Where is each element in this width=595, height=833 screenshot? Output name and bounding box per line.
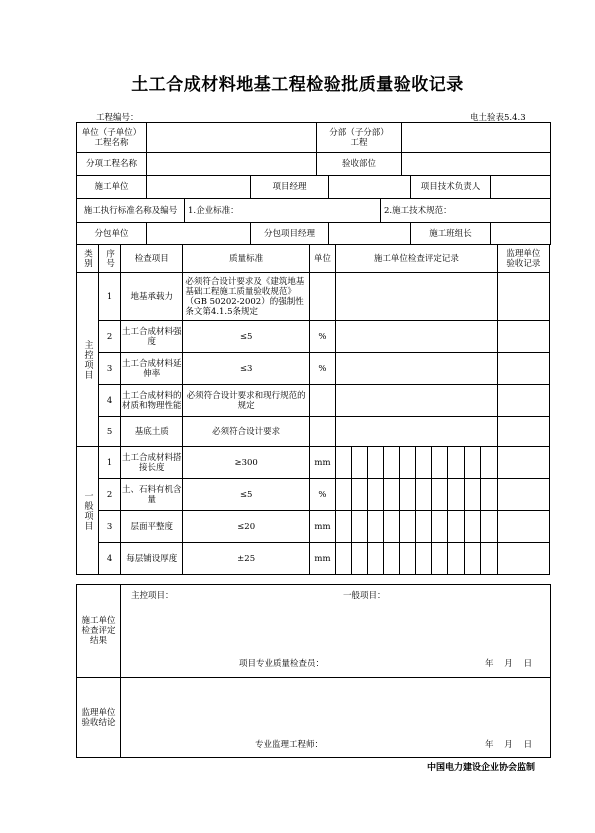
measure-cell[interactable]	[448, 511, 464, 543]
item-name: 土工合成材料搭接长度	[121, 447, 183, 479]
project-manager-label: 项目经理	[251, 176, 329, 199]
item-name: 土工合成材料强度	[121, 321, 183, 353]
footer-issuer: 中国电力建设企业协会监制	[426, 763, 535, 773]
item-name: 地基承载力	[121, 273, 183, 321]
item-name: 基底土质	[121, 417, 183, 447]
item-unit: %	[309, 353, 335, 385]
main-result-label: 主控项目：	[131, 591, 174, 601]
supervisor-cell[interactable]	[497, 273, 549, 321]
measure-cell[interactable]	[480, 447, 497, 479]
engineer-date: 年 月 日	[485, 740, 533, 750]
supervisor-eval-label: 监理单位 验收结论	[77, 678, 121, 758]
measure-cell[interactable]	[432, 511, 448, 543]
record-cell[interactable]	[336, 353, 498, 385]
standard-label: 施工执行标准名称及编号	[77, 199, 185, 223]
unit-name-label: 单位（子单位） 工程名称	[77, 123, 147, 153]
item-no: 3	[99, 511, 121, 543]
main-items-label: 主控项目	[77, 273, 99, 447]
inspector-label: 项目专业质量检查员：	[239, 659, 325, 669]
measure-cell[interactable]	[352, 511, 368, 543]
item-no: 2	[99, 479, 121, 511]
measure-cell[interactable]	[464, 511, 480, 543]
page-title: 土工合成材料地基工程检验批质量验收记录	[131, 75, 464, 95]
record-cell[interactable]	[336, 385, 498, 417]
measure-cell[interactable]	[432, 447, 448, 479]
tech-spec-label: 2.施工技术规范：	[381, 199, 551, 223]
measure-cell[interactable]	[352, 543, 368, 575]
item-standard: 必须符合设计要求及《建筑地基基础工程施工质量验收规范》（GB 50202-2002）的强制性条文第4.1.5条规定	[183, 273, 310, 321]
measure-cell[interactable]	[464, 543, 480, 575]
contractor-row	[76, 175, 551, 199]
col-standard: 质量标准	[183, 245, 310, 273]
inspector-date: 年 月 日	[485, 659, 533, 669]
measure-cell[interactable]	[368, 479, 384, 511]
supervisor-cell[interactable]	[497, 543, 549, 575]
measure-cell[interactable]	[336, 447, 352, 479]
item-no: 4	[99, 543, 121, 575]
subcontractor-row	[76, 222, 551, 245]
measure-cell[interactable]	[368, 511, 384, 543]
general-result-label: 一般项目：	[343, 591, 386, 601]
contractor-eval-label: 施工单位 检查评定 结果	[77, 585, 121, 678]
measure-cell[interactable]	[416, 447, 432, 479]
sub-part-value[interactable]	[402, 123, 551, 153]
measure-cell[interactable]	[352, 479, 368, 511]
measure-cell[interactable]	[416, 511, 432, 543]
tech-lead-label: 项目技术负责人	[411, 176, 491, 199]
item-standard: ≤5	[183, 479, 310, 511]
item-no: 1	[99, 273, 121, 321]
team-leader-label: 施工班组长	[411, 223, 491, 245]
measure-cell[interactable]	[400, 543, 416, 575]
col-supervisor-record: 监理单位 验收记录	[497, 245, 549, 273]
acceptance-part-value[interactable]	[402, 153, 551, 176]
acceptance-part-label: 验收部位	[317, 153, 402, 176]
item-name: 土、石料有机含量	[121, 479, 183, 511]
measure-cell[interactable]	[432, 479, 448, 511]
item-no: 4	[99, 385, 121, 417]
measure-cell[interactable]	[352, 447, 368, 479]
col-seq: 序号	[99, 245, 121, 273]
item-standard: ≤20	[183, 511, 310, 543]
table-row	[77, 385, 550, 417]
item-unit: mm	[309, 511, 335, 543]
table-row	[77, 511, 550, 543]
record-cell[interactable]	[336, 417, 498, 447]
project-no-label: 工程编号：	[96, 113, 139, 123]
tech-lead-value[interactable]	[491, 176, 551, 199]
evaluation-table	[76, 584, 551, 758]
contractor-eval-cell[interactable]	[121, 585, 551, 678]
table-row	[77, 321, 550, 353]
subcontractor-label: 分包单位	[77, 223, 147, 245]
measure-cell[interactable]	[416, 543, 432, 575]
measure-cell[interactable]	[368, 447, 384, 479]
item-no: 1	[99, 447, 121, 479]
measure-cell[interactable]	[336, 543, 352, 575]
measure-cell[interactable]	[400, 511, 416, 543]
contractor-label: 施工单位	[77, 176, 147, 199]
item-unit: %	[309, 321, 335, 353]
item-standard: ≥300	[183, 447, 310, 479]
general-items-label: 一般项目	[77, 447, 99, 575]
sub-item-value[interactable]	[147, 153, 317, 176]
measure-cell[interactable]	[384, 447, 400, 479]
item-standard: 必须符合设计要求和现行规范的规定	[183, 385, 310, 417]
enterprise-std-label: 1.企业标准：	[185, 199, 381, 223]
sub-pm-value[interactable]	[329, 223, 411, 245]
item-name: 土工合成材料的材质和物理性能	[121, 385, 183, 417]
measure-cell[interactable]	[480, 511, 497, 543]
supervisor-cell[interactable]	[497, 321, 549, 353]
measure-cell[interactable]	[464, 479, 480, 511]
item-unit	[309, 385, 335, 417]
measure-cell[interactable]	[448, 447, 464, 479]
item-unit: %	[309, 479, 335, 511]
item-unit	[309, 417, 335, 447]
item-no: 5	[99, 417, 121, 447]
supervisor-cell[interactable]	[497, 447, 549, 479]
team-leader-value[interactable]	[491, 223, 551, 245]
measure-cell[interactable]	[464, 447, 480, 479]
item-standard: 必须符合设计要求	[183, 417, 310, 447]
col-category: 类别	[77, 245, 99, 273]
col-unit: 单位	[309, 245, 335, 273]
sub-item-label: 分项工程名称	[77, 153, 147, 176]
item-no: 2	[99, 321, 121, 353]
table-row	[77, 479, 550, 511]
item-unit: mm	[309, 447, 335, 479]
measure-cell[interactable]	[448, 543, 464, 575]
measure-cell[interactable]	[480, 479, 497, 511]
measure-cell[interactable]	[448, 479, 464, 511]
supervisor-cell[interactable]	[497, 479, 549, 511]
table-row	[77, 543, 550, 575]
record-cell[interactable]	[336, 321, 498, 353]
record-cell[interactable]	[336, 273, 498, 321]
items-table	[76, 244, 550, 575]
col-contractor-record: 施工单位检查评定记录	[336, 245, 498, 273]
measure-cell[interactable]	[384, 479, 400, 511]
item-standard: ≤3	[183, 353, 310, 385]
sub-pm-label: 分包项目经理	[251, 223, 329, 245]
table-row	[77, 273, 550, 321]
engineer-label: 专业监理工程师：	[255, 740, 324, 750]
measure-cell[interactable]	[400, 447, 416, 479]
form-code: 电土验表5.4.3	[470, 113, 526, 123]
measure-cell[interactable]	[432, 543, 448, 575]
measure-cell[interactable]	[336, 479, 352, 511]
table-row	[77, 353, 550, 385]
contractor-value[interactable]	[147, 176, 251, 199]
measure-cell[interactable]	[416, 479, 432, 511]
measure-cell[interactable]	[384, 511, 400, 543]
item-name: 层面平整度	[121, 511, 183, 543]
supervisor-cell[interactable]	[497, 353, 549, 385]
col-item: 检查项目	[121, 245, 183, 273]
item-name: 每层铺设厚度	[121, 543, 183, 575]
supervisor-cell[interactable]	[497, 511, 549, 543]
standard-row	[76, 198, 551, 223]
table-row	[77, 447, 550, 479]
supervisor-cell[interactable]	[497, 417, 549, 447]
item-no: 3	[99, 353, 121, 385]
item-unit: mm	[309, 543, 335, 575]
item-standard: ±25	[183, 543, 310, 575]
project-manager-value[interactable]	[329, 176, 411, 199]
measure-cell[interactable]	[480, 543, 497, 575]
item-unit	[309, 273, 335, 321]
item-standard: ≤5	[183, 321, 310, 353]
measure-cell[interactable]	[368, 543, 384, 575]
measure-cell[interactable]	[400, 479, 416, 511]
sub-part-label: 分部（子分部） 工程	[317, 123, 402, 153]
supervisor-cell[interactable]	[497, 385, 549, 417]
item-name: 土工合成材料延伸率	[121, 353, 183, 385]
measure-cell[interactable]	[384, 543, 400, 575]
measure-cell[interactable]	[336, 511, 352, 543]
table-row	[77, 417, 550, 447]
subcontractor-value[interactable]	[147, 223, 251, 245]
supervisor-eval-cell[interactable]	[121, 678, 551, 758]
unit-name-value[interactable]	[147, 123, 317, 153]
